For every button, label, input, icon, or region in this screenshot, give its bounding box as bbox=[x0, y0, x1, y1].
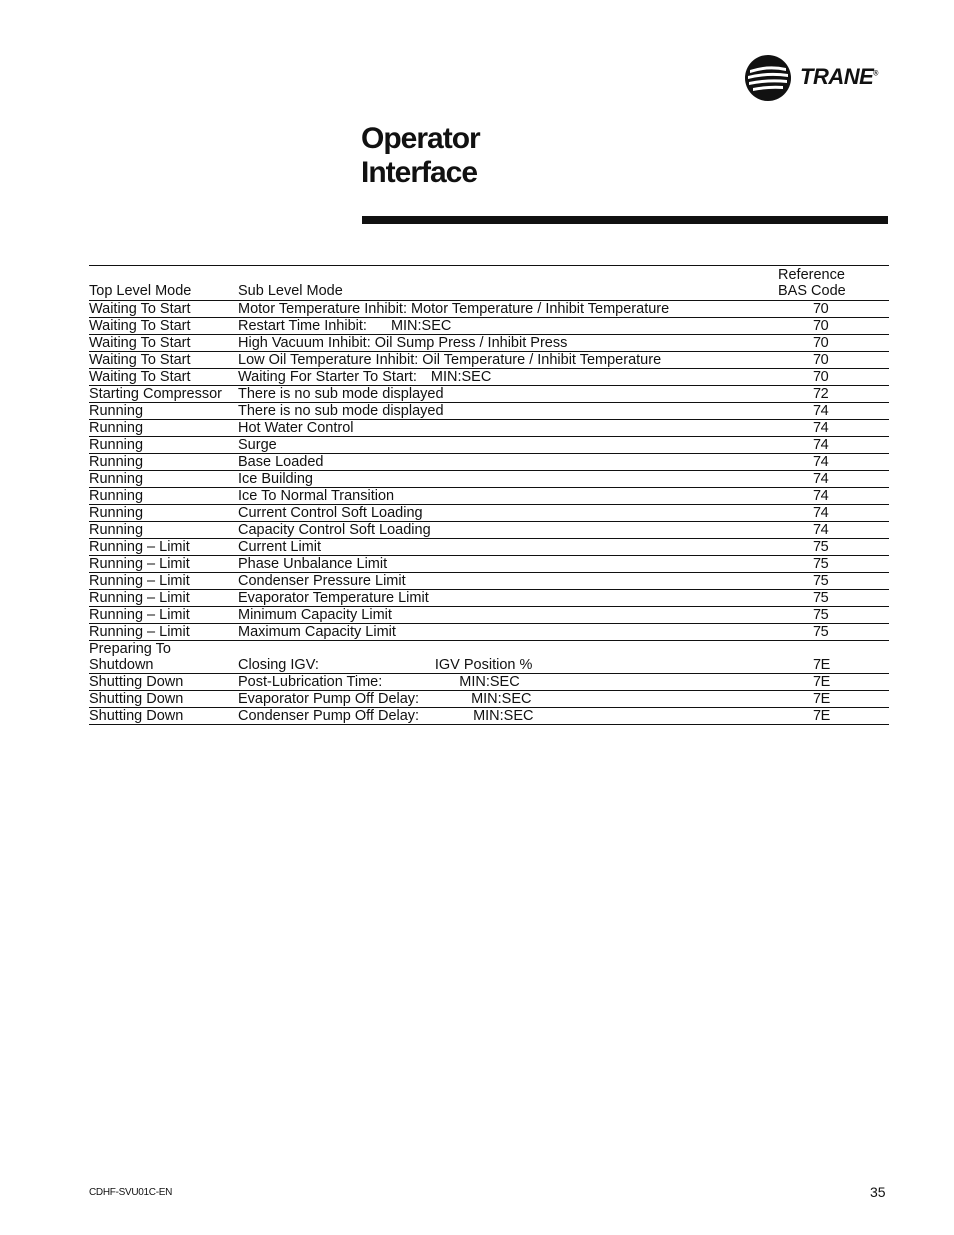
header-bas-code bbox=[778, 266, 889, 301]
page-title-line-2: Interface bbox=[361, 156, 478, 189]
top-level-mode-cell bbox=[89, 352, 238, 369]
bas-code-cell: 74 bbox=[813, 437, 829, 453]
sub-level-mode-cell bbox=[238, 318, 778, 335]
bas-code-cell: 74 bbox=[813, 403, 829, 419]
top-level-mode-text: Running bbox=[89, 403, 144, 419]
top-level-mode-cell bbox=[89, 420, 238, 437]
table-row bbox=[89, 691, 889, 708]
sub-level-mode-value: MIN:SEC bbox=[430, 369, 492, 385]
top-level-mode-text: Preparing To bbox=[89, 641, 171, 657]
top-level-mode-cell bbox=[89, 674, 238, 691]
bas-code-cell: 74 bbox=[813, 522, 829, 538]
sub-level-mode-text: There is no sub mode displayed bbox=[238, 403, 444, 419]
top-level-mode-text: Running – Limit bbox=[89, 556, 190, 572]
top-level-mode-text: Running – Limit bbox=[89, 607, 190, 623]
top-level-mode-text: Running – Limit bbox=[89, 624, 190, 640]
sub-level-mode-cell bbox=[238, 488, 778, 505]
table-row bbox=[89, 641, 889, 674]
table-row bbox=[89, 488, 889, 505]
top-level-mode-cell bbox=[89, 488, 238, 505]
top-level-mode-text-line-2: Shutdown bbox=[89, 657, 154, 673]
sub-level-mode-cell bbox=[238, 539, 778, 556]
sub-level-mode-text: Condenser Pump Off Delay: bbox=[238, 708, 420, 724]
title-rule bbox=[362, 216, 888, 224]
top-level-mode-cell bbox=[89, 556, 238, 573]
bas-code-cell: 7E bbox=[813, 657, 830, 673]
sub-level-mode-cell bbox=[238, 505, 778, 522]
table-row bbox=[89, 590, 889, 607]
bas-code-cell: 70 bbox=[813, 369, 829, 385]
top-level-mode-text: Waiting To Start bbox=[89, 369, 191, 385]
sub-level-mode-text: Capacity Control Soft Loading bbox=[238, 522, 431, 538]
bas-code-cell: 75 bbox=[813, 607, 829, 623]
top-level-mode-text: Running bbox=[89, 488, 144, 504]
sub-level-mode-cell bbox=[238, 522, 778, 539]
top-level-mode-cell bbox=[89, 708, 238, 725]
bas-code-cell: 75 bbox=[813, 573, 829, 589]
bas-code-cell: 74 bbox=[813, 454, 829, 470]
sub-level-mode-value: IGV Position % bbox=[434, 657, 533, 673]
sub-level-mode-cell bbox=[238, 607, 778, 624]
table-body bbox=[89, 301, 889, 725]
table-row bbox=[89, 556, 889, 573]
sub-level-mode-text: Current Control Soft Loading bbox=[238, 505, 423, 521]
document-id: CDHF-SVU01C-EN bbox=[89, 1187, 173, 1198]
top-level-mode-cell bbox=[89, 335, 238, 352]
top-level-mode-text: Starting Compressor bbox=[89, 386, 222, 402]
header-bas-code-label: BAS Code bbox=[778, 283, 846, 299]
sub-level-mode-text: Closing IGV: bbox=[238, 657, 319, 673]
top-level-mode-cell bbox=[89, 505, 238, 522]
sub-level-mode-value: MIN:SEC bbox=[390, 318, 452, 334]
top-level-mode-text: Running – Limit bbox=[89, 590, 190, 606]
sub-level-mode-cell bbox=[238, 641, 778, 674]
sub-level-mode-cell bbox=[238, 556, 778, 573]
bas-code-cell: 70 bbox=[813, 352, 829, 368]
bas-code-cell: 7E bbox=[813, 674, 830, 690]
sub-level-mode-value: MIN:SEC bbox=[471, 691, 532, 707]
sub-level-mode-cell bbox=[238, 454, 778, 471]
top-level-mode-text: Running bbox=[89, 437, 144, 453]
sub-level-mode-text: Ice To Normal Transition bbox=[238, 488, 395, 504]
top-level-mode-cell bbox=[89, 590, 238, 607]
top-level-mode-text: Waiting To Start bbox=[89, 301, 191, 317]
top-level-mode-cell bbox=[89, 369, 238, 386]
top-level-mode-text: Running bbox=[89, 505, 144, 521]
sub-level-mode-cell bbox=[238, 624, 778, 641]
top-level-mode-cell bbox=[89, 607, 238, 624]
top-level-mode-text: Running – Limit bbox=[89, 539, 190, 555]
sub-level-mode-text: There is no sub mode displayed bbox=[238, 386, 444, 402]
table-row bbox=[89, 403, 889, 420]
sub-level-mode-cell bbox=[238, 403, 778, 420]
top-level-mode-cell bbox=[89, 624, 238, 641]
table-row bbox=[89, 352, 889, 369]
sub-level-mode-text: Hot Water Control bbox=[238, 420, 354, 436]
mode-table-container bbox=[89, 265, 889, 725]
top-level-mode-text: Waiting To Start bbox=[89, 352, 191, 368]
top-level-mode-text: Running bbox=[89, 454, 144, 470]
top-level-mode-cell bbox=[89, 301, 238, 318]
sub-level-mode-value: MIN:SEC bbox=[459, 674, 520, 690]
top-level-mode-cell bbox=[89, 318, 238, 335]
top-level-mode-text: Waiting To Start bbox=[89, 335, 191, 351]
header-sub-level-mode: Sub Level Mode bbox=[238, 283, 343, 299]
bas-code-cell: 74 bbox=[813, 488, 829, 504]
top-level-mode-text: Running – Limit bbox=[89, 573, 190, 589]
page-title-line-1: Operator bbox=[361, 122, 480, 155]
page-title bbox=[361, 122, 480, 190]
sub-level-mode-text: Ice Building bbox=[238, 471, 313, 487]
top-level-mode-text: Running bbox=[89, 522, 144, 538]
trane-logo-mark-icon bbox=[744, 54, 792, 102]
sub-level-mode-text: Waiting For Starter To Start: bbox=[238, 369, 417, 385]
sub-level-mode-text: Low Oil Temperature Inhibit: Oil Temperature / Inhibit Temperature bbox=[238, 352, 662, 368]
bas-code-cell: 74 bbox=[813, 505, 829, 521]
bas-code-cell: 75 bbox=[813, 590, 829, 606]
sub-level-mode-text: Surge bbox=[238, 437, 277, 453]
sub-level-mode-text: Post-Lubrication Time: bbox=[238, 674, 383, 690]
bas-code-cell: 70 bbox=[813, 318, 829, 334]
table-row bbox=[89, 386, 889, 403]
top-level-mode-cell bbox=[89, 573, 238, 590]
table-row bbox=[89, 335, 889, 352]
table-row bbox=[89, 437, 889, 454]
sub-level-mode-cell bbox=[238, 352, 778, 369]
table-row bbox=[89, 607, 889, 624]
top-level-mode-cell bbox=[89, 386, 238, 403]
table-row bbox=[89, 624, 889, 641]
sub-level-mode-text: High Vacuum Inhibit: Oil Sump Press / Inhibit Press bbox=[238, 335, 568, 351]
sub-level-mode-text: Motor Temperature Inhibit: Motor Temperature / Inhibit Temperature bbox=[238, 301, 670, 317]
page-number: 35 bbox=[870, 1184, 886, 1200]
table-row bbox=[89, 420, 889, 437]
top-level-mode-cell bbox=[89, 691, 238, 708]
sub-level-mode-value: MIN:SEC bbox=[473, 708, 534, 724]
table-row bbox=[89, 522, 889, 539]
sub-level-mode-cell bbox=[238, 471, 778, 488]
bas-code-cell: 7E bbox=[813, 708, 830, 724]
bas-code-cell: 75 bbox=[813, 624, 829, 640]
sub-level-mode-text: Maximum Capacity Limit bbox=[238, 624, 396, 640]
top-level-mode-text: Shutting Down bbox=[89, 674, 184, 690]
table-row bbox=[89, 539, 889, 556]
top-level-mode-cell bbox=[89, 641, 238, 674]
bas-code-cell: 74 bbox=[813, 420, 829, 436]
sub-level-mode-text: Minimum Capacity Limit bbox=[238, 607, 392, 623]
top-level-mode-text: Shutting Down bbox=[89, 691, 184, 707]
table-row bbox=[89, 573, 889, 590]
sub-level-mode-cell bbox=[238, 301, 778, 318]
table-header-row bbox=[89, 266, 889, 301]
header-reference: Reference bbox=[778, 267, 845, 283]
table-row bbox=[89, 318, 889, 335]
sub-level-mode-cell bbox=[238, 691, 778, 708]
trane-wordmark: TRANE® bbox=[800, 64, 878, 89]
table-row bbox=[89, 454, 889, 471]
bas-code-cell: 75 bbox=[813, 556, 829, 572]
sub-level-mode-cell bbox=[238, 573, 778, 590]
top-level-mode-text: Running bbox=[89, 471, 144, 487]
sub-level-mode-cell bbox=[238, 708, 778, 725]
top-level-mode-cell bbox=[89, 454, 238, 471]
sub-level-mode-text: Phase Unbalance Limit bbox=[238, 556, 388, 572]
table-row bbox=[89, 471, 889, 488]
table-row bbox=[89, 369, 889, 386]
bas-code-cell: 7E bbox=[813, 691, 830, 707]
sub-level-mode-text: Current Limit bbox=[238, 539, 321, 555]
sub-level-mode-cell bbox=[238, 369, 778, 386]
sub-level-mode-text: Evaporator Pump Off Delay: bbox=[238, 691, 420, 707]
sub-level-mode-text: Condenser Pressure Limit bbox=[238, 573, 406, 589]
sub-level-mode-text: Evaporator Temperature Limit bbox=[238, 590, 429, 606]
top-level-mode-text: Shutting Down bbox=[89, 708, 184, 724]
table-row bbox=[89, 674, 889, 691]
sub-level-mode-text: Base Loaded bbox=[238, 454, 324, 470]
sub-level-mode-cell bbox=[238, 420, 778, 437]
sub-level-mode-cell bbox=[238, 674, 778, 691]
table-row bbox=[89, 505, 889, 522]
trane-logo bbox=[744, 54, 894, 104]
sub-level-mode-cell bbox=[238, 386, 778, 403]
bas-code-cell: 74 bbox=[813, 471, 829, 487]
sub-level-mode-cell bbox=[238, 590, 778, 607]
top-level-mode-cell bbox=[89, 522, 238, 539]
bas-code-cell: 70 bbox=[813, 335, 829, 351]
bas-code-cell: 70 bbox=[813, 301, 829, 317]
header-top-level-mode: Top Level Mode bbox=[89, 283, 192, 299]
sub-level-mode-cell bbox=[238, 437, 778, 454]
bas-code-cell: 75 bbox=[813, 539, 829, 555]
top-level-mode-cell bbox=[89, 539, 238, 556]
table-row bbox=[89, 708, 889, 725]
top-level-mode-cell bbox=[89, 437, 238, 454]
bas-code-cell: 72 bbox=[813, 386, 829, 402]
top-level-mode-cell bbox=[89, 403, 238, 420]
top-level-mode-text: Waiting To Start bbox=[89, 318, 191, 334]
top-level-mode-cell bbox=[89, 471, 238, 488]
top-level-mode-text: Running bbox=[89, 420, 144, 436]
sub-level-mode-cell bbox=[238, 335, 778, 352]
sub-level-mode-text: Restart Time Inhibit: bbox=[238, 318, 367, 334]
table-row bbox=[89, 301, 889, 318]
mode-table bbox=[89, 265, 889, 725]
